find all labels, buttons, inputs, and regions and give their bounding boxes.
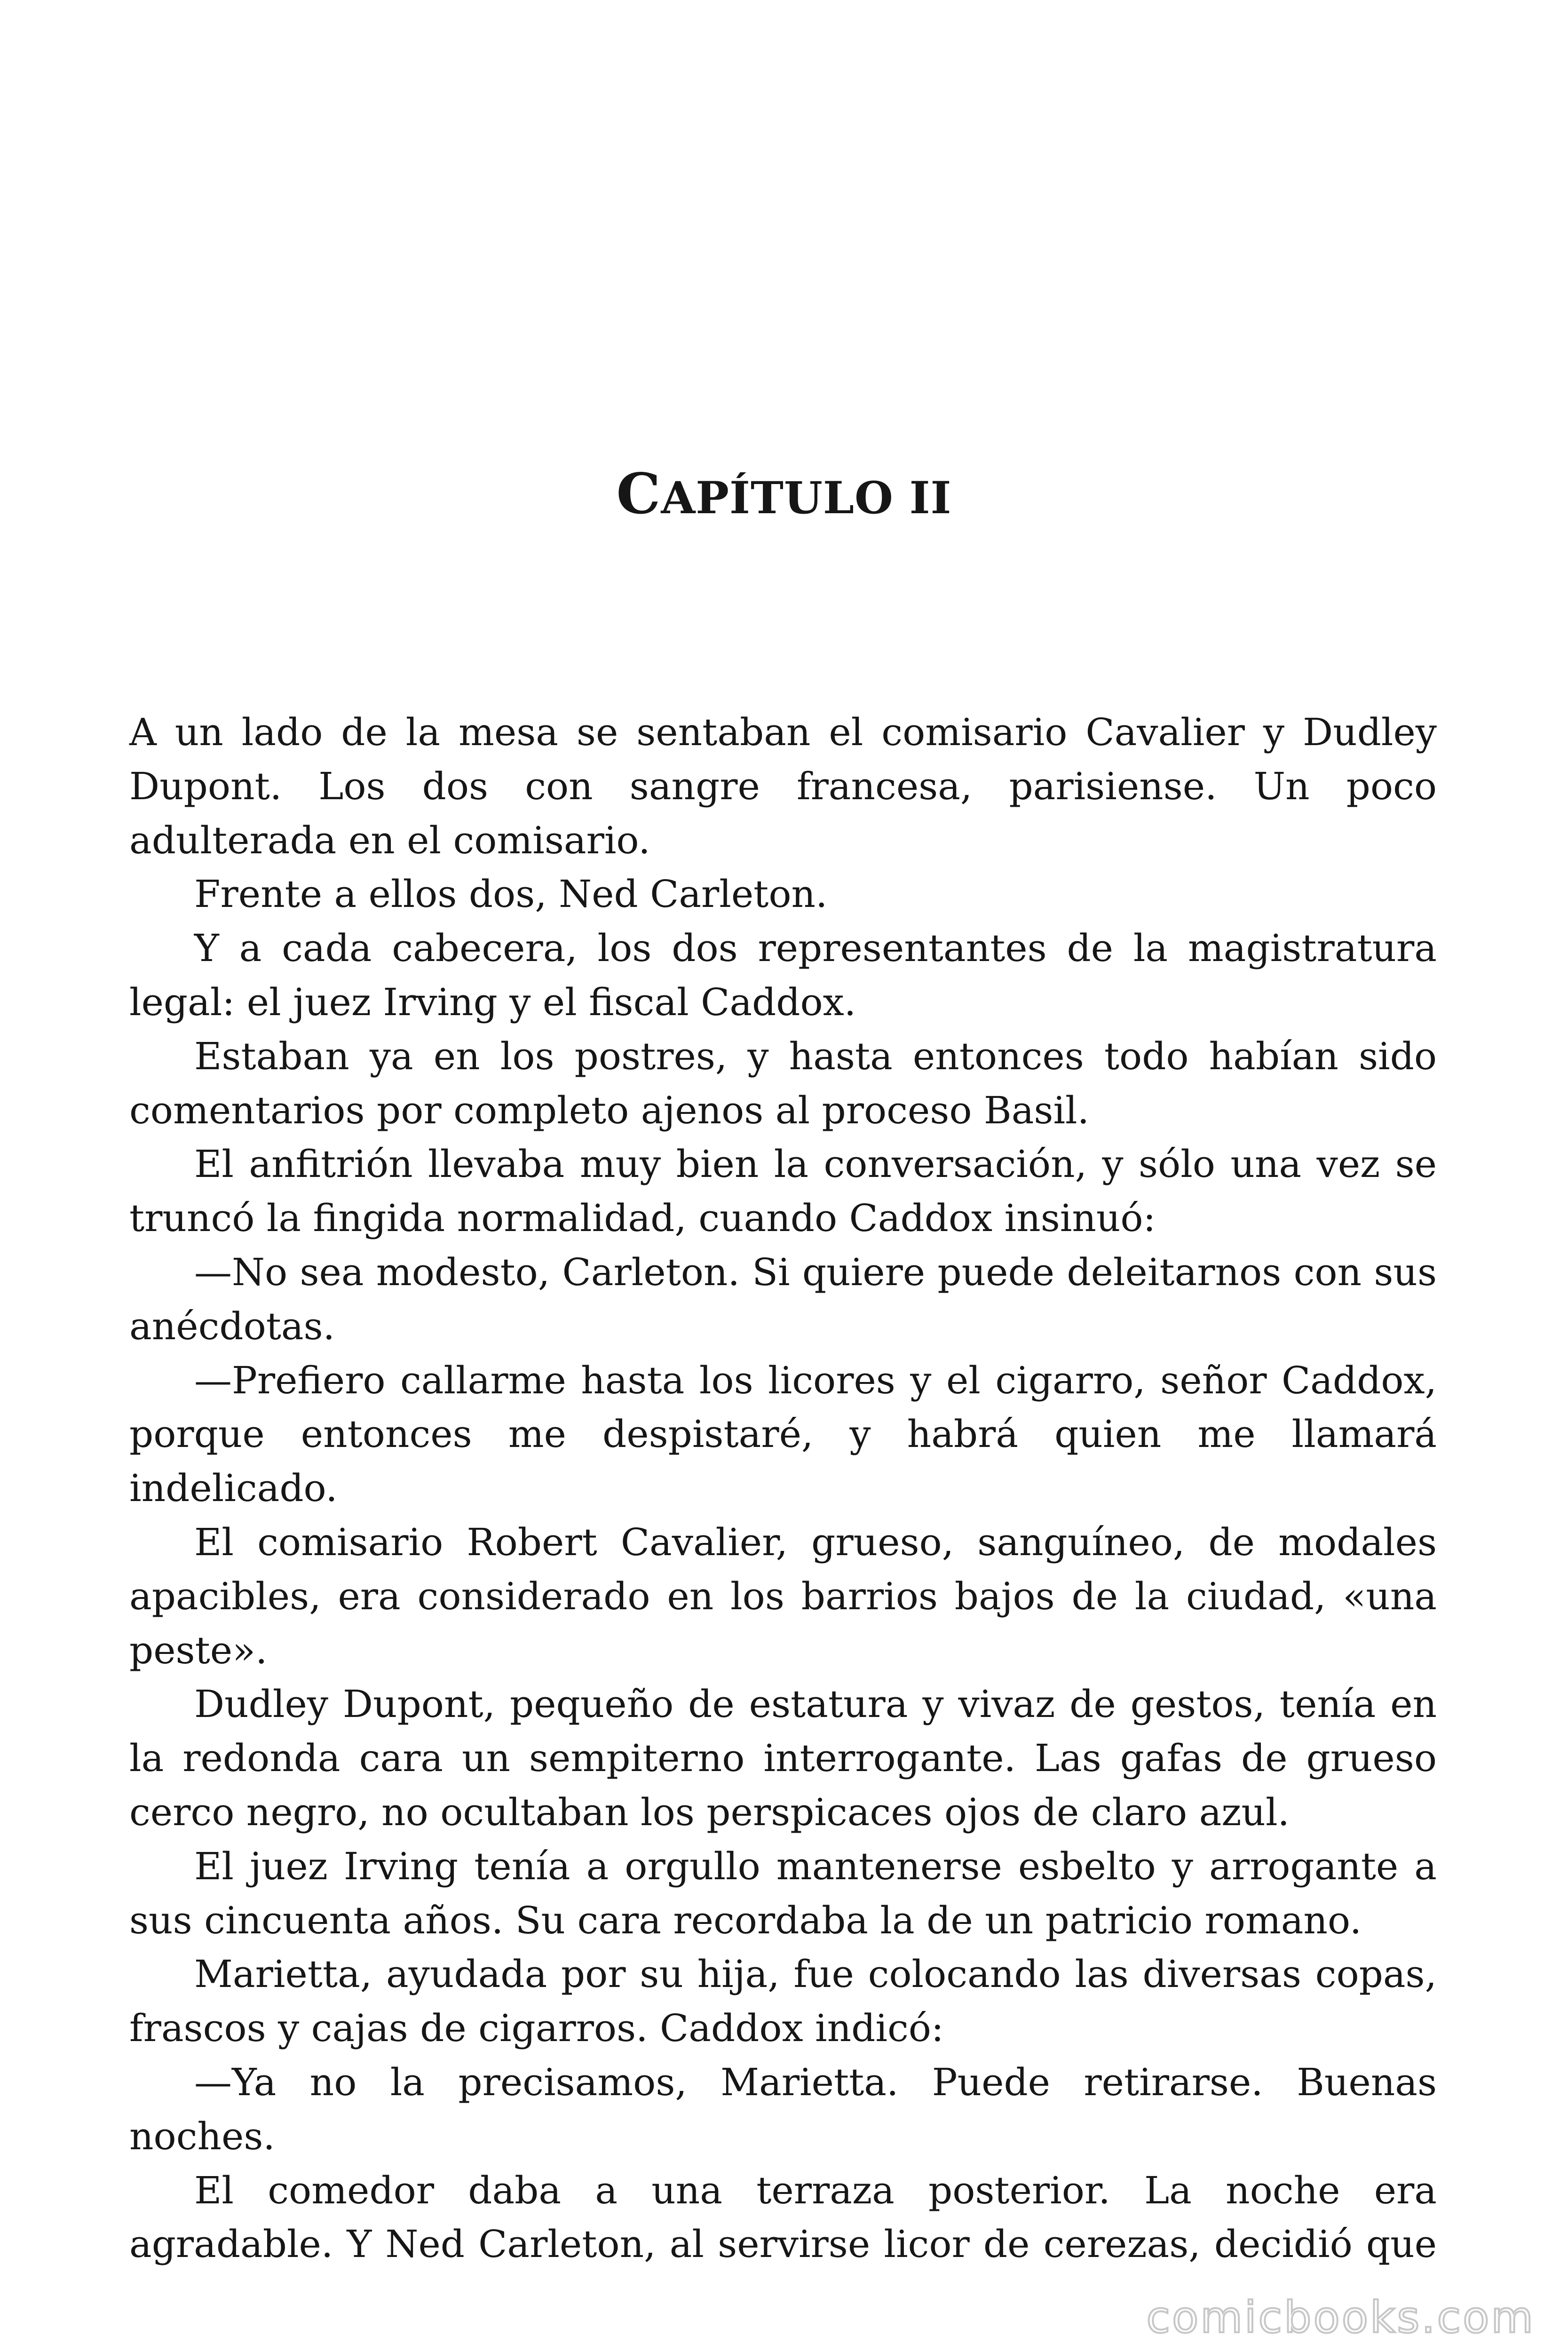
chapter-body	[129, 706, 1437, 2272]
chapter-title	[0, 459, 1568, 533]
paragraph: El comisario Robert Cavalier, grueso, sanguíneo, de modales apacibles, era considerado en los barrios bajos de la ciudad, «una peste».	[129, 1520, 1437, 1672]
paragraph: Marietta, ayudada por su hija, fue colocando las diversas copas, frascos y cajas de cigarros. Caddox indicó:	[129, 1952, 1437, 2050]
paragraph: Dudley Dupont, pequeño de estatura y vivaz de gestos, tenía en la redonda cara un sempiterno interrogante. Las gafas de grueso cerco negro, no ocultaban los perspicaces ojos de claro azul.	[129, 1682, 1437, 1834]
dialogue-paragraph: —Prefiero callarme hasta los licores y el cigarro, señor Caddox, porque entonces me despistaré, y habrá quien me llamará indelicado.	[129, 1358, 1437, 1510]
dialogue-paragraph: —Ya no la precisamos, Marietta. Puede retirarse. Buenas noches.	[129, 2060, 1437, 2158]
paragraph: Frente a ellos dos, Ned Carleton.	[194, 872, 828, 916]
paragraph: El comedor daba a una terraza posterior. La noche era agradable. Y Ned Carleton, al servirse licor de cerezas, decidió que	[129, 2168, 1437, 2266]
paragraph: El anfitrión llevaba muy bien la conversación, y sólo una vez se truncó la fingida normalidad, cuando Caddox insinuó:	[129, 1142, 1437, 1240]
watermark-logo: comicbooks.com	[1146, 2292, 1535, 2343]
paragraph: A un lado de la mesa se sentaban el comisario Cavalier y Dudley Dupont. Los dos con sangre francesa, parisiense. Un poco adulterada en el comisario.	[129, 710, 1437, 862]
dialogue-paragraph: —No sea modesto, Carleton. Si quiere puede deleitarnos con sus anécdotas.	[129, 1250, 1437, 1348]
chapter-title-rest: APÍTULO II	[661, 472, 952, 524]
paragraph: Y a cada cabecera, los dos representantes de la magistratura legal: el juez Irving y el fiscal Caddox.	[129, 926, 1437, 1024]
paragraph: Estaban ya en los postres, y hasta entonces todo habían sido comentarios por completo ajenos al proceso Basil.	[129, 1034, 1437, 1132]
paragraph: El juez Irving tenía a orgullo mantenerse esbelto y arrogante a sus cincuenta años. Su cara recordaba la de un patricio romano.	[129, 1844, 1437, 1942]
chapter-title-initial: C	[616, 461, 661, 526]
